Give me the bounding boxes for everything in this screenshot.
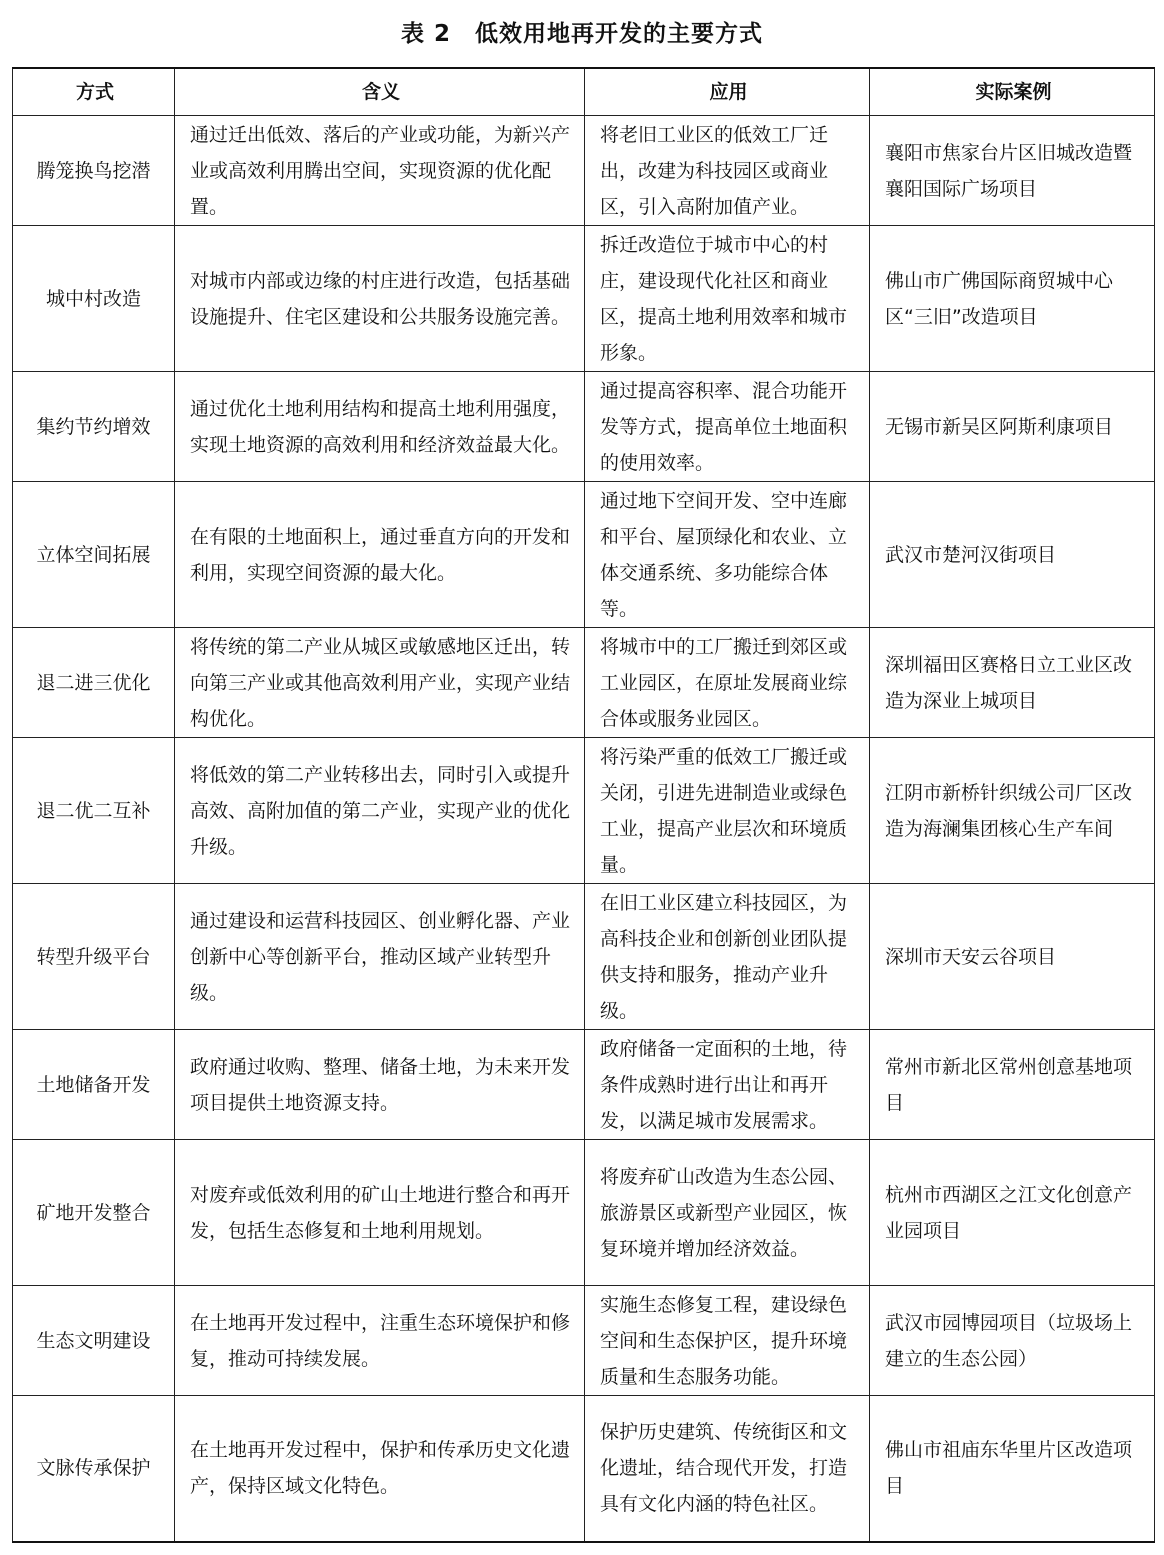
header-meaning: 含义 <box>175 68 585 116</box>
case-cell: 江阴市新桥针织绒公司厂区改造为海澜集团核心生产车间 <box>870 738 1155 884</box>
method-cell: 矿地开发整合 <box>13 1140 175 1286</box>
case-cell: 常州市新北区常州创意基地项目 <box>870 1030 1155 1140</box>
case-cell: 武汉市楚河汉街项目 <box>870 482 1155 628</box>
application-cell: 保护历史建筑、传统街区和文化遗址，结合现代开发，打造具有文化内涵的特色社区。 <box>585 1396 870 1542</box>
method-cell: 文脉传承保护 <box>13 1396 175 1542</box>
method-cell: 转型升级平台 <box>13 884 175 1030</box>
table-row <box>13 116 1155 226</box>
application-cell: 政府储备一定面积的土地，待条件成熟时进行出让和再开发，以满足城市发展需求。 <box>585 1030 870 1140</box>
header-application: 应用 <box>585 68 870 116</box>
case-cell: 杭州市西湖区之江文化创意产业园项目 <box>870 1140 1155 1286</box>
case-cell: 襄阳市焦家台片区旧城改造暨襄阳国际广场项目 <box>870 116 1155 226</box>
method-cell: 退二进三优化 <box>13 628 175 738</box>
method-cell: 腾笼换鸟挖潜 <box>13 116 175 226</box>
case-cell: 深圳福田区赛格日立工业区改造为深业上城项目 <box>870 628 1155 738</box>
table-row <box>13 628 1155 738</box>
meaning-cell: 对废弃或低效利用的矿山土地进行整合和再开发，包括生态修复和土地利用规划。 <box>175 1140 585 1286</box>
table-row <box>13 738 1155 884</box>
header-method: 方式 <box>13 68 175 116</box>
meaning-cell: 通过迁出低效、落后的产业或功能，为新兴产业或高效利用腾出空间，实现资源的优化配置。 <box>175 116 585 226</box>
table-row <box>13 1396 1155 1542</box>
application-cell: 将老旧工业区的低效工厂迁出，改建为科技园区或商业区，引入高附加值产业。 <box>585 116 870 226</box>
table-row <box>13 1030 1155 1140</box>
method-cell: 立体空间拓展 <box>13 482 175 628</box>
application-cell: 在旧工业区建立科技园区，为高科技企业和创新创业团队提供支持和服务，推动产业升级。 <box>585 884 870 1030</box>
meaning-cell: 政府通过收购、整理、储备土地，为未来开发项目提供土地资源支持。 <box>175 1030 585 1140</box>
meaning-cell: 在土地再开发过程中，保护和传承历史文化遗产，保持区域文化特色。 <box>175 1396 585 1542</box>
case-cell: 无锡市新吴区阿斯利康项目 <box>870 372 1155 482</box>
meaning-cell: 通过建设和运营科技园区、创业孵化器、产业创新中心等创新平台，推动区域产业转型升级。 <box>175 884 585 1030</box>
header-case: 实际案例 <box>870 68 1155 116</box>
method-cell: 城中村改造 <box>13 226 175 372</box>
header-row <box>13 68 1155 116</box>
case-cell: 深圳市天安云谷项目 <box>870 884 1155 1030</box>
application-cell: 将城市中的工厂搬迁到郊区或工业园区，在原址发展商业综合体或服务业园区。 <box>585 628 870 738</box>
method-cell: 退二优二互补 <box>13 738 175 884</box>
meaning-cell: 在土地再开发过程中，注重生态环境保护和修复，推动可持续发展。 <box>175 1286 585 1396</box>
table-row <box>13 1286 1155 1396</box>
table-row <box>13 482 1155 628</box>
case-cell: 武汉市园博园项目（垃圾场上建立的生态公园） <box>870 1286 1155 1396</box>
application-cell: 将废弃矿山改造为生态公园、旅游景区或新型产业园区，恢复环境并增加经济效益。 <box>585 1140 870 1286</box>
meaning-cell: 将传统的第二产业从城区或敏感地区迁出，转向第三产业或其他高效利用产业，实现产业结构优化。 <box>175 628 585 738</box>
table-row <box>13 372 1155 482</box>
table-row <box>13 1140 1155 1286</box>
case-cell: 佛山市祖庙东华里片区改造项目 <box>870 1396 1155 1542</box>
table-row <box>13 884 1155 1030</box>
meaning-cell: 将低效的第二产业转移出去，同时引入或提升高效、高附加值的第二产业，实现产业的优化升级。 <box>175 738 585 884</box>
application-cell: 拆迁改造位于城市中心的村庄，建设现代化社区和商业区，提高土地利用效率和城市形象。 <box>585 226 870 372</box>
meaning-cell: 在有限的土地面积上，通过垂直方向的开发和利用，实现空间资源的最大化。 <box>175 482 585 628</box>
redevelopment-methods-table <box>12 67 1155 1543</box>
application-cell: 实施生态修复工程，建设绿色空间和生态保护区，提升环境质量和生态服务功能。 <box>585 1286 870 1396</box>
application-cell: 通过地下空间开发、空中连廊和平台、屋顶绿化和农业、立体交通系统、多功能综合体等。 <box>585 482 870 628</box>
meaning-cell: 对城市内部或边缘的村庄进行改造，包括基础设施提升、住宅区建设和公共服务设施完善。 <box>175 226 585 372</box>
case-cell: 佛山市广佛国际商贸城中心区“三旧”改造项目 <box>870 226 1155 372</box>
application-cell: 将污染严重的低效工厂搬迁或关闭，引进先进制造业或绿色工业，提高产业层次和环境质量。 <box>585 738 870 884</box>
method-cell: 生态文明建设 <box>13 1286 175 1396</box>
application-cell: 通过提高容积率、混合功能开发等方式，提高单位土地面积的使用效率。 <box>585 372 870 482</box>
table-row <box>13 226 1155 372</box>
meaning-cell: 通过优化土地利用结构和提高土地利用强度，实现土地资源的高效利用和经济效益最大化。 <box>175 372 585 482</box>
method-cell: 土地储备开发 <box>13 1030 175 1140</box>
method-cell: 集约节约增效 <box>13 372 175 482</box>
table-caption: 表 2 低效用地再开发的主要方式 <box>400 21 763 47</box>
